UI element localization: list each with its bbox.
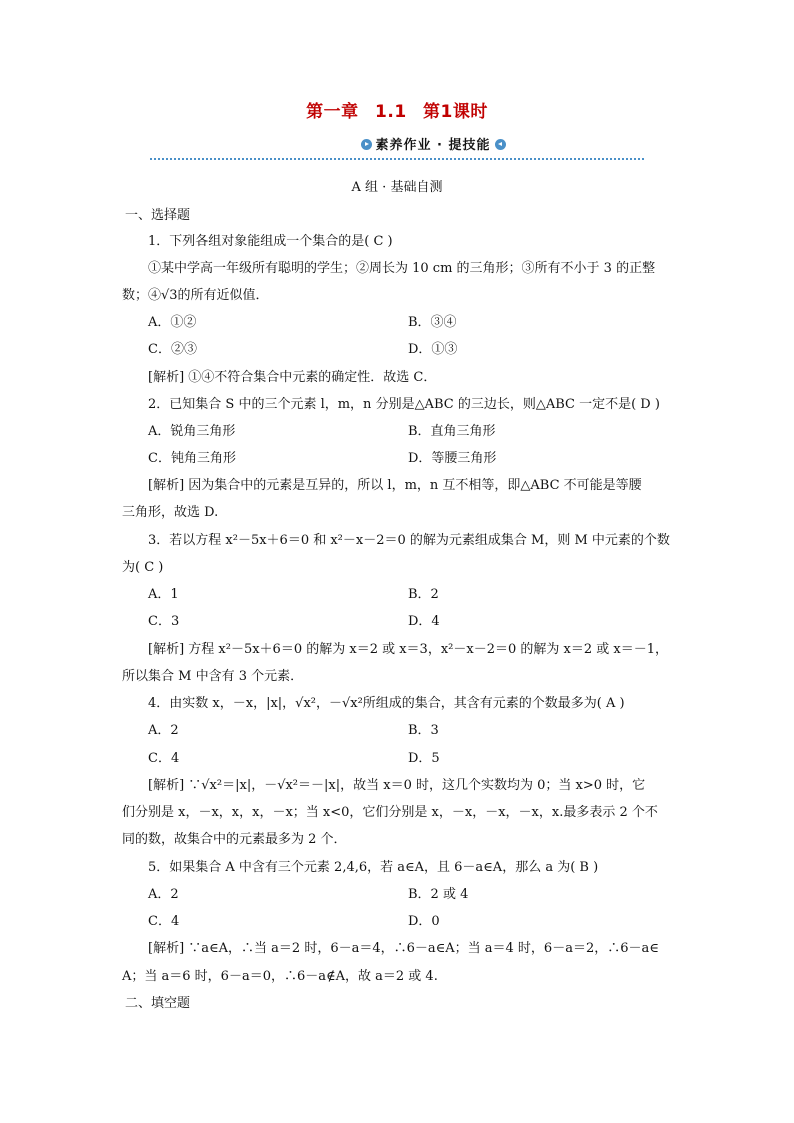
q1-option-c: C．②③	[148, 342, 197, 357]
q4-option-b: B．3	[408, 723, 439, 738]
group-a-heading: A 组 · 基础自测	[351, 180, 443, 195]
dotted-divider	[150, 158, 644, 160]
q5-option-c: C．4	[148, 914, 180, 929]
play-left-icon	[495, 139, 506, 150]
banner-label	[335, 137, 531, 155]
q2-analysis-1: [解析] 因为集合中的元素是互异的，所以 l，m，n 互不相等，即△ABC 不可能是等腰	[148, 478, 642, 493]
q2-analysis-2: 三角形，故选 D.	[122, 505, 219, 520]
q2-stem: 2．已知集合 S 中的三个元素 l，m，n 分别是△ABC 的三边长，则△ABC 一定不是( D )	[148, 397, 660, 412]
q1-option-d: D．①③	[408, 342, 458, 357]
q4-analysis-1: [解析] ∵√x²＝|x|，－√x²＝－|x|，故当 x＝0 时，这几个实数均为 0；当 x>0 时，它	[148, 778, 646, 793]
page-title: 第一章 1.1 第1课时	[306, 102, 488, 122]
q3-option-b: B．2	[408, 587, 439, 602]
q2-option-b: B．直角三角形	[408, 424, 496, 439]
q5-analysis-2: A；当 a＝6 时，6－a＝0，∴6－a∉A，故 a＝2 或 4.	[122, 969, 438, 984]
q3-option-c: C．3	[148, 614, 180, 629]
q4-option-d: D．5	[408, 751, 440, 766]
q5-option-d: D．0	[408, 914, 440, 929]
q1-analysis: [解析] ①④不符合集合中元素的确定性．故选 C．	[148, 370, 437, 385]
section-banner	[150, 137, 644, 161]
q3-stem-2: 为( C )	[122, 560, 164, 575]
q3-analysis-1: [解析] 方程 x²－5x＋6＝0 的解为 x＝2 或 x＝3，x²－x－2＝0 的解为 x＝2 或 x＝－1，	[148, 642, 668, 657]
q3-option-d: D．4	[408, 614, 440, 629]
q1-option-a: A．①②	[148, 315, 197, 330]
q3-analysis-2: 所以集合 M 中含有 3 个元素．	[122, 669, 304, 684]
q1-line3: 数；④√3的所有近似值．	[122, 288, 269, 303]
q2-option-d: D．等腰三角形	[408, 451, 497, 466]
section-heading-choice: 一、选择题	[125, 208, 191, 223]
q3-stem-1: 3．若以方程 x²－5x＋6＝0 和 x²－x－2＝0 的解为元素组成集合 M，则 M 中元素的个数	[148, 533, 670, 548]
section-heading-fill: 二、填空题	[125, 996, 191, 1011]
q5-analysis-1: [解析] ∵a∈A，∴当 a＝2 时，6－a＝4，∴6－a∈A；当 a＝4 时，6－a＝2，∴6－a∈	[148, 941, 659, 956]
q2-option-a: A．锐角三角形	[148, 424, 236, 439]
q4-option-a: A．2	[148, 723, 179, 738]
q4-analysis-3: 同的数，故集合中的元素最多为 2 个．	[122, 832, 347, 847]
q5-option-a: A．2	[148, 887, 179, 902]
q2-option-c: C．钝角三角形	[148, 451, 236, 466]
q4-stem: 4．由实数 x，－x，|x|，√x²，－√x²所组成的集合，其含有元素的个数最多为( A )	[148, 696, 625, 711]
q5-option-b: B．2 或 4	[408, 887, 469, 902]
q1-option-b: B．③④	[408, 315, 457, 330]
q3-option-a: A．1	[148, 587, 179, 602]
banner-text: 素养作业 · 提技能	[375, 138, 491, 153]
q1-line2: ①某中学高一年级所有聪明的学生；②周长为 10 cm 的三角形；③所有不小于 3 的正整	[148, 261, 656, 276]
q4-analysis-2: 们分别是 x，－x，x，x，－x；当 x<0，它们分别是 x，－x，－x，－x，x.最多表示 2 个不	[122, 805, 658, 820]
play-right-icon	[361, 139, 372, 150]
q1-stem: 1．下列各组对象能组成一个集合的是( C )	[148, 234, 393, 249]
q4-option-c: C．4	[148, 751, 180, 766]
q5-stem: 5．如果集合 A 中含有三个元素 2,4,6，若 a∈A，且 6－a∈A，那么 a 为( B )	[148, 860, 599, 875]
